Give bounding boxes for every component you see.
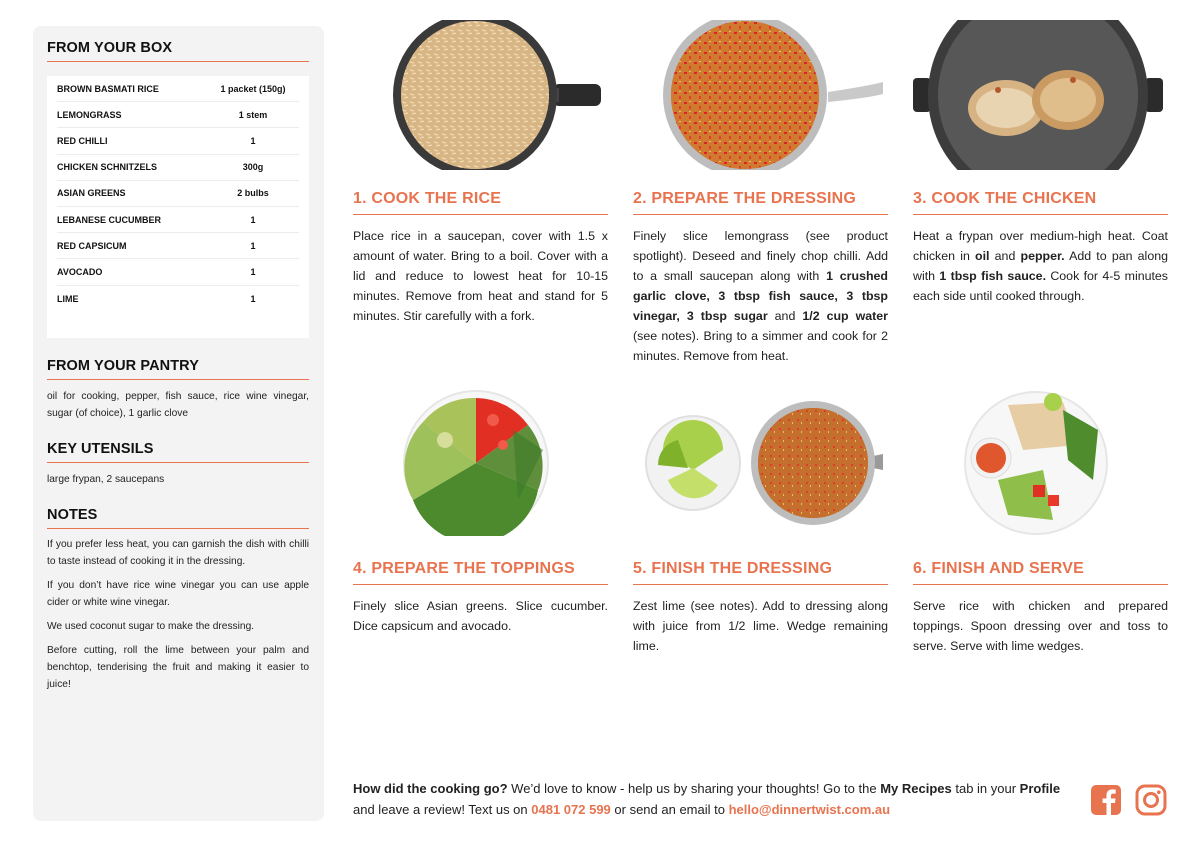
text-run: Finely slice lemongrass (see product spotlight). Deseed and finely chop chilli. Add to a small saucepan along with (633, 229, 888, 283)
ingredients-table (47, 76, 309, 338)
ingredient-row (57, 102, 299, 128)
ingredient-name: RED CAPSICUM (57, 240, 127, 251)
bold-ingredient: oil (975, 249, 990, 263)
step-3-title: 3. COOK THE CHICKEN (913, 190, 1168, 215)
notes-list (47, 536, 309, 693)
ingredient-qty: 1 stem (238, 109, 268, 120)
ingredient-row (57, 207, 299, 233)
footer-text-run: or send an email to (610, 802, 729, 817)
note-item: Before cutting, roll the lime between your palm and benchtop, tenderising the fruit and making it easier to juice! (47, 645, 309, 690)
from-your-box-heading: FROM YOUR BOX (47, 40, 309, 62)
note-item: If you don’t have rice wine vinegar you can use apple cider or white wine vinegar. (47, 580, 309, 608)
ingredient-name: LEBANESE CUCUMBER (57, 214, 162, 225)
contact-link[interactable]: hello@dinnertwist.com.au (728, 802, 891, 817)
ingredient-qty: 1 (250, 214, 256, 225)
social-links (1090, 784, 1167, 816)
step-6-title: 6. FINISH AND SERVE (913, 560, 1168, 585)
step-4-text (353, 596, 608, 636)
served-plate-image (913, 390, 1168, 536)
step-5-title: 5. FINISH THE DRESSING (633, 560, 888, 585)
sidebar (33, 26, 324, 821)
ingredient-name: ASIAN GREENS (57, 188, 126, 199)
toppings-plate-image (353, 390, 608, 536)
step-4 (353, 390, 608, 636)
footer-text-run: We’d love to know - help us by sharing your thoughts! Go to the (507, 781, 881, 796)
ingredient-name: AVOCADO (57, 266, 103, 277)
ingredient-qty: 1 (250, 293, 256, 304)
chicken-frypan-image (913, 20, 1168, 170)
facebook-icon[interactable] (1090, 784, 1122, 816)
ingredient-row (57, 181, 299, 207)
instagram-icon[interactable] (1135, 784, 1167, 816)
step-1 (353, 20, 608, 326)
footer-bold: Profile (1019, 781, 1061, 796)
ingredient-row (57, 286, 299, 312)
footer-text-run: and leave a review! Text us on (353, 802, 532, 817)
feedback-message (353, 778, 1073, 820)
step-3-text (913, 226, 1168, 306)
contact-link[interactable]: 0481 072 599 (531, 802, 611, 817)
text-run: and (989, 249, 1021, 263)
step-6 (913, 390, 1168, 656)
ingredient-row (57, 259, 299, 285)
text-run: Zest lime (see notes). Add to dressing along with juice from 1/2 lime. Wedge remaining lime. (633, 599, 888, 653)
ingredient-qty: 300g (242, 162, 264, 173)
ingredient-name: BROWN BASMATI RICE (57, 83, 159, 94)
step-2-title: 2. PREPARE THE DRESSING (633, 190, 888, 215)
footer-bold: My Recipes (880, 781, 952, 796)
bold-ingredient: 1/2 cup water (802, 309, 888, 323)
step-1-title: 1. COOK THE RICE (353, 190, 608, 215)
note-item: If you prefer less heat, you can garnish the dish with chilli to taste instead of cooking it in the dressing. (47, 539, 309, 567)
pantry-heading: FROM YOUR PANTRY (47, 358, 309, 380)
bold-ingredient: 1 crushed garlic clove, 3 tbsp fish sauce, 3 tbsp vinegar, 3 tbsp sugar (633, 269, 888, 323)
step-4-title: 4. PREPARE THE TOPPINGS (353, 560, 608, 585)
step-6-text (913, 596, 1168, 656)
text-run: Place rice in a saucepan, cover with 1.5 x amount of water. Bring to a boil. Cover with a lid and reduce to lowest heat for 10-15 minutes. Remove from heat and stand for 5 minutes. Stir carefully with a fork. (353, 229, 608, 323)
ingredient-qty: 1 packet (150g) (220, 83, 286, 94)
step-1-text (353, 226, 608, 326)
text-run: Serve rice with chicken and prepared toppings. Spoon dressing over and toss to serve. Serve with lime wedges. (913, 599, 1168, 653)
ingredient-row (57, 76, 299, 102)
note-item: We used coconut sugar to make the dressing. (47, 621, 255, 632)
step-3 (913, 20, 1168, 306)
step-2 (633, 20, 888, 366)
step-2-text (633, 226, 888, 366)
dressing-saucepan-image (633, 20, 888, 170)
ingredient-row (57, 233, 299, 259)
text-run: Heat a frypan over medium-high heat. Coat chicken in (913, 229, 1168, 263)
rice-pot-image (353, 20, 608, 170)
ingredient-row (57, 128, 299, 154)
ingredient-name: CHICKEN SCHNITZELS (57, 162, 158, 173)
ingredient-name: RED CHILLI (57, 135, 108, 146)
pantry-text: oil for cooking, pepper, fish sauce, rice wine vinegar, sugar (of choice), 1 garlic clove (47, 391, 309, 419)
ingredient-name: LEMONGRASS (57, 109, 122, 120)
ingredient-qty: 1 (250, 240, 256, 251)
footer-bold: How did the cooking go? (353, 781, 508, 796)
notes-heading: NOTES (47, 507, 309, 529)
text-run: and (767, 309, 803, 323)
step-5-text (633, 596, 888, 656)
utensils-text: large frypan, 2 saucepans (47, 474, 165, 485)
lime-and-dressing-image (633, 390, 888, 536)
text-run: (see notes). Bring to a simmer and cook for 2 minutes. Remove from heat. (633, 329, 888, 363)
ingredient-row (57, 155, 299, 181)
ingredient-qty: 1 (250, 266, 256, 277)
bold-ingredient: pepper. (1020, 249, 1065, 263)
text-run: Cook for 4-5 minutes each side until cooked through. (913, 269, 1169, 303)
ingredient-name: LIME (57, 293, 79, 304)
ingredient-qty: 1 (250, 135, 256, 146)
footer-text-run: tab in your (951, 781, 1020, 796)
ingredient-qty: 2 bulbs (237, 188, 269, 199)
utensils-heading: KEY UTENSILS (47, 441, 309, 463)
text-run: Finely slice Asian greens. Slice cucumber. Dice capsicum and avocado. (353, 599, 608, 633)
step-5 (633, 390, 888, 656)
bold-ingredient: 1 tbsp fish sauce. (939, 269, 1047, 283)
text-run: Add to pan along with (913, 249, 1168, 283)
